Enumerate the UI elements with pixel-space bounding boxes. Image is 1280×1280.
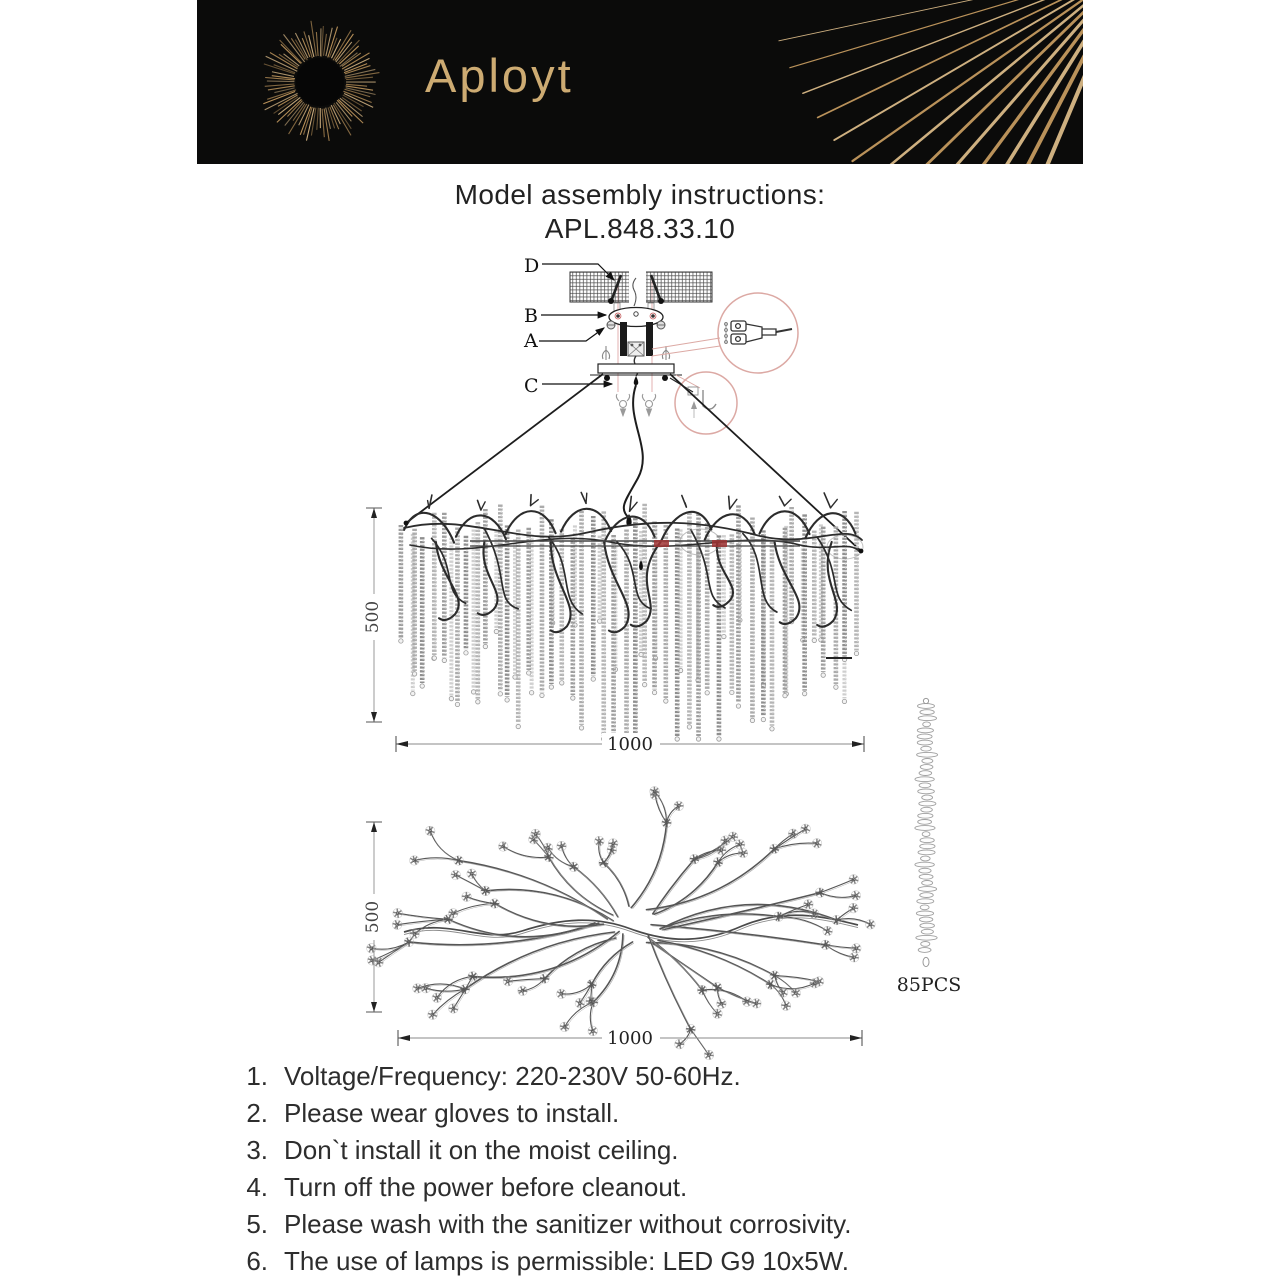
list-item — [232, 1058, 1092, 1095]
canopy-screw — [616, 314, 620, 318]
cord-grip — [634, 376, 639, 385]
plate-bolt — [604, 375, 610, 381]
connector-drawing — [725, 321, 793, 344]
strand-count-label: 85PCS — [896, 974, 962, 996]
suspension-cable-left — [406, 374, 603, 523]
list-item — [232, 1169, 1092, 1206]
item-number: 5. — [246, 1209, 268, 1239]
top-view-drawing — [367, 787, 876, 1060]
terminal-dot — [631, 344, 634, 347]
instructions-list — [232, 1058, 1092, 1280]
hook-detail-circle — [670, 372, 737, 434]
leader-a — [539, 328, 604, 341]
item-text: Turn off the power before cleanout. — [284, 1172, 688, 1202]
top-height-dim: 500 — [363, 900, 383, 934]
terminal-dot — [639, 344, 642, 347]
list-item — [232, 1095, 1092, 1132]
brand-logo-text: Aployt — [425, 49, 574, 102]
list-item — [232, 1206, 1092, 1243]
label-c: C — [524, 375, 539, 397]
brand-banner — [197, 0, 1083, 164]
plate-bolt — [662, 375, 668, 381]
threaded-rod — [646, 322, 653, 356]
banner-art — [197, 0, 1083, 164]
side-width-dim: 1000 — [607, 734, 653, 755]
item-number: 4. — [246, 1172, 268, 1202]
item-number: 1. — [246, 1061, 268, 1091]
mounting-plate — [598, 364, 674, 373]
connector-detail-circle — [652, 293, 798, 373]
top-width-dim: 1000 — [607, 1028, 653, 1049]
assembly-diagram — [0, 250, 1280, 1070]
list-item — [232, 1243, 1092, 1280]
item-text: Don`t install it on the moist ceiling. — [284, 1135, 679, 1165]
canopy-screw — [651, 314, 655, 318]
label-a: A — [524, 330, 538, 352]
label-b: B — [524, 305, 538, 327]
label-d: D — [524, 255, 540, 277]
threaded-rod — [620, 322, 627, 356]
item-text: The use of lamps is permissible: LED G9 10x5W. — [284, 1246, 850, 1276]
item-text: Please wash with the sanitizer without corrosivity. — [284, 1209, 852, 1239]
lower-wing-screws — [616, 394, 655, 416]
side-height-dim: 500 — [363, 600, 383, 634]
top-view-dimensions — [362, 822, 862, 1049]
ray-decoration-icon — [779, 0, 1083, 164]
page-title: Model assembly instructions: — [454, 179, 826, 210]
ceiling-gap — [629, 270, 646, 304]
item-number: 3. — [246, 1135, 268, 1165]
title-block — [0, 178, 1280, 246]
item-number: 2. — [246, 1098, 268, 1128]
item-text: Please wear gloves to install. — [284, 1098, 620, 1128]
model-number: APL.848.33.10 — [544, 213, 736, 244]
crystal-strand-sample — [915, 698, 938, 966]
ceiling-mount-detail — [523, 255, 798, 434]
list-item — [232, 1132, 1092, 1169]
item-text: Voltage/Frequency: 220-230V 50-60Hz. — [284, 1061, 741, 1091]
sunburst-logo-icon — [263, 21, 379, 141]
item-number: 6. — [246, 1246, 268, 1276]
